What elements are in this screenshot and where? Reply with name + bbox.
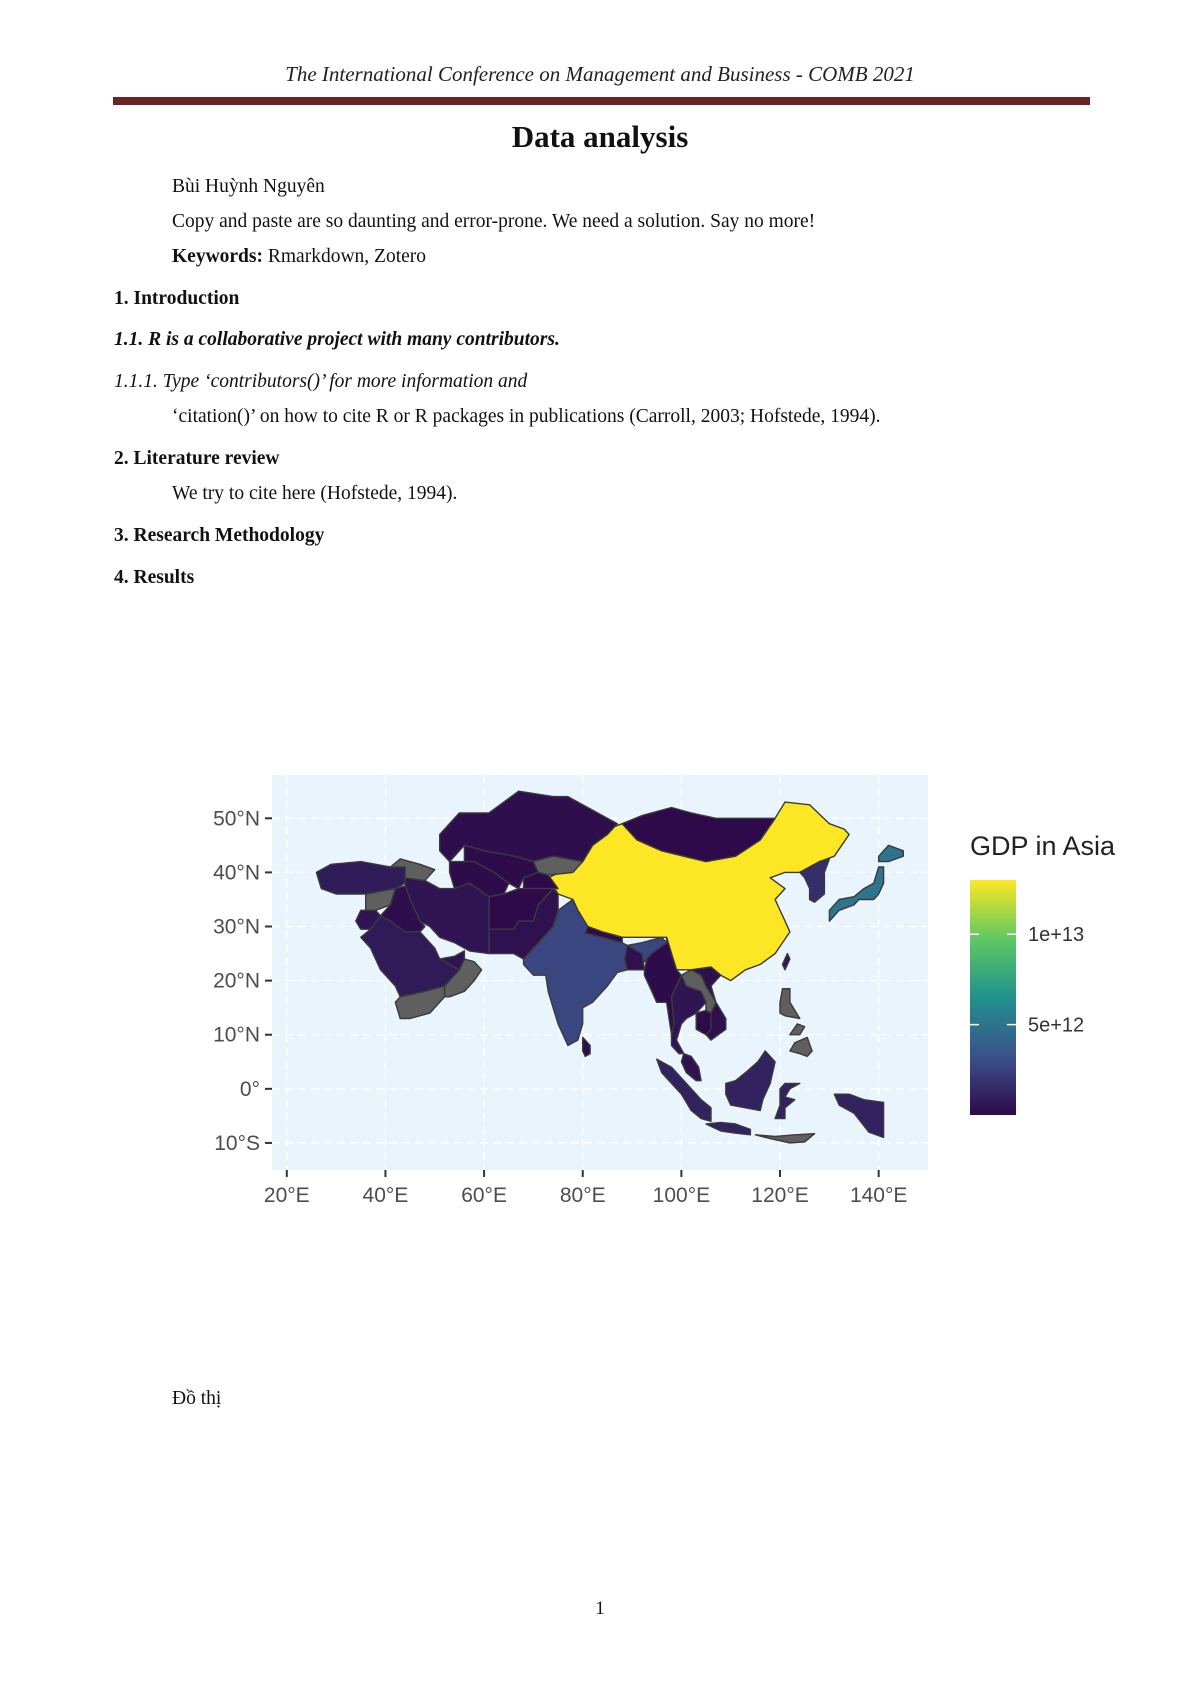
keywords-line — [172, 246, 426, 268]
running-header: The International Conference on Management and Business - COMB 2021 — [285, 62, 915, 86]
author-name: Bùi Huỳnh Nguyên — [172, 176, 325, 197]
body-paragraph-literature: We try to cite here (Hofstede, 1994). — [172, 483, 458, 504]
y-tick-label-6: 50°N — [213, 807, 260, 831]
keywords-value: Rmarkdown, Zotero — [267, 246, 427, 267]
abstract-text: Copy and paste are so daunting and error-prone. We need a solution. Say no more! — [172, 211, 816, 232]
y-tick-label-2: 10°N — [213, 1023, 260, 1047]
y-tick-label-3: 20°N — [213, 969, 260, 993]
header-rule — [113, 97, 1090, 105]
legend-tick-label-1: 1e+13 — [1028, 924, 1085, 947]
x-tick-label-0: 20°E — [263, 1184, 310, 1207]
x-tick-label-2: 60°E — [461, 1184, 507, 1207]
x-tick-label-3: 80°E — [559, 1184, 606, 1207]
map-legend — [970, 831, 1116, 1115]
section-heading-results: 4. Results — [114, 567, 195, 588]
legend-tick-label-0: 5e+12 — [1028, 1014, 1085, 1037]
section-heading-introduction: 1. Introduction — [114, 288, 240, 309]
keywords-label: Keywords: — [172, 246, 263, 267]
page-number: 1 — [595, 1598, 605, 1619]
subsection-heading: 1.1. R is a collaborative project with many contributors. — [114, 329, 560, 350]
gdp-map-figure — [180, 760, 1140, 1210]
y-tick-label-5: 40°N — [213, 861, 260, 885]
body-paragraph-citation: ‘citation()’ on how to cite R or R packages in publications (Carroll, 2003; Hofstede, 1994). — [172, 406, 881, 427]
figure-caption: Đồ thị — [172, 1388, 222, 1409]
legend-colorbar — [970, 880, 1016, 1115]
x-tick-label-1: 40°E — [362, 1184, 409, 1207]
y-tick-label-4: 30°N — [213, 915, 260, 939]
subsubsection-heading: 1.1.1. Type ‘contributors()’ for more information and — [114, 371, 528, 392]
y-tick-label-0: 10°S — [214, 1131, 260, 1155]
x-tick-label-6: 140°E — [849, 1184, 908, 1207]
section-heading-literature-review: 2. Literature review — [114, 448, 280, 469]
x-tick-label-4: 100°E — [652, 1184, 711, 1207]
y-tick-label-1: 0° — [239, 1077, 260, 1101]
section-heading-methodology: 3. Research Methodology — [114, 525, 325, 546]
paper-title: Data analysis — [511, 119, 689, 154]
legend-title: GDP in Asia — [970, 831, 1116, 861]
region-cambodia — [696, 1010, 711, 1034]
x-tick-label-5: 120°E — [751, 1184, 809, 1207]
